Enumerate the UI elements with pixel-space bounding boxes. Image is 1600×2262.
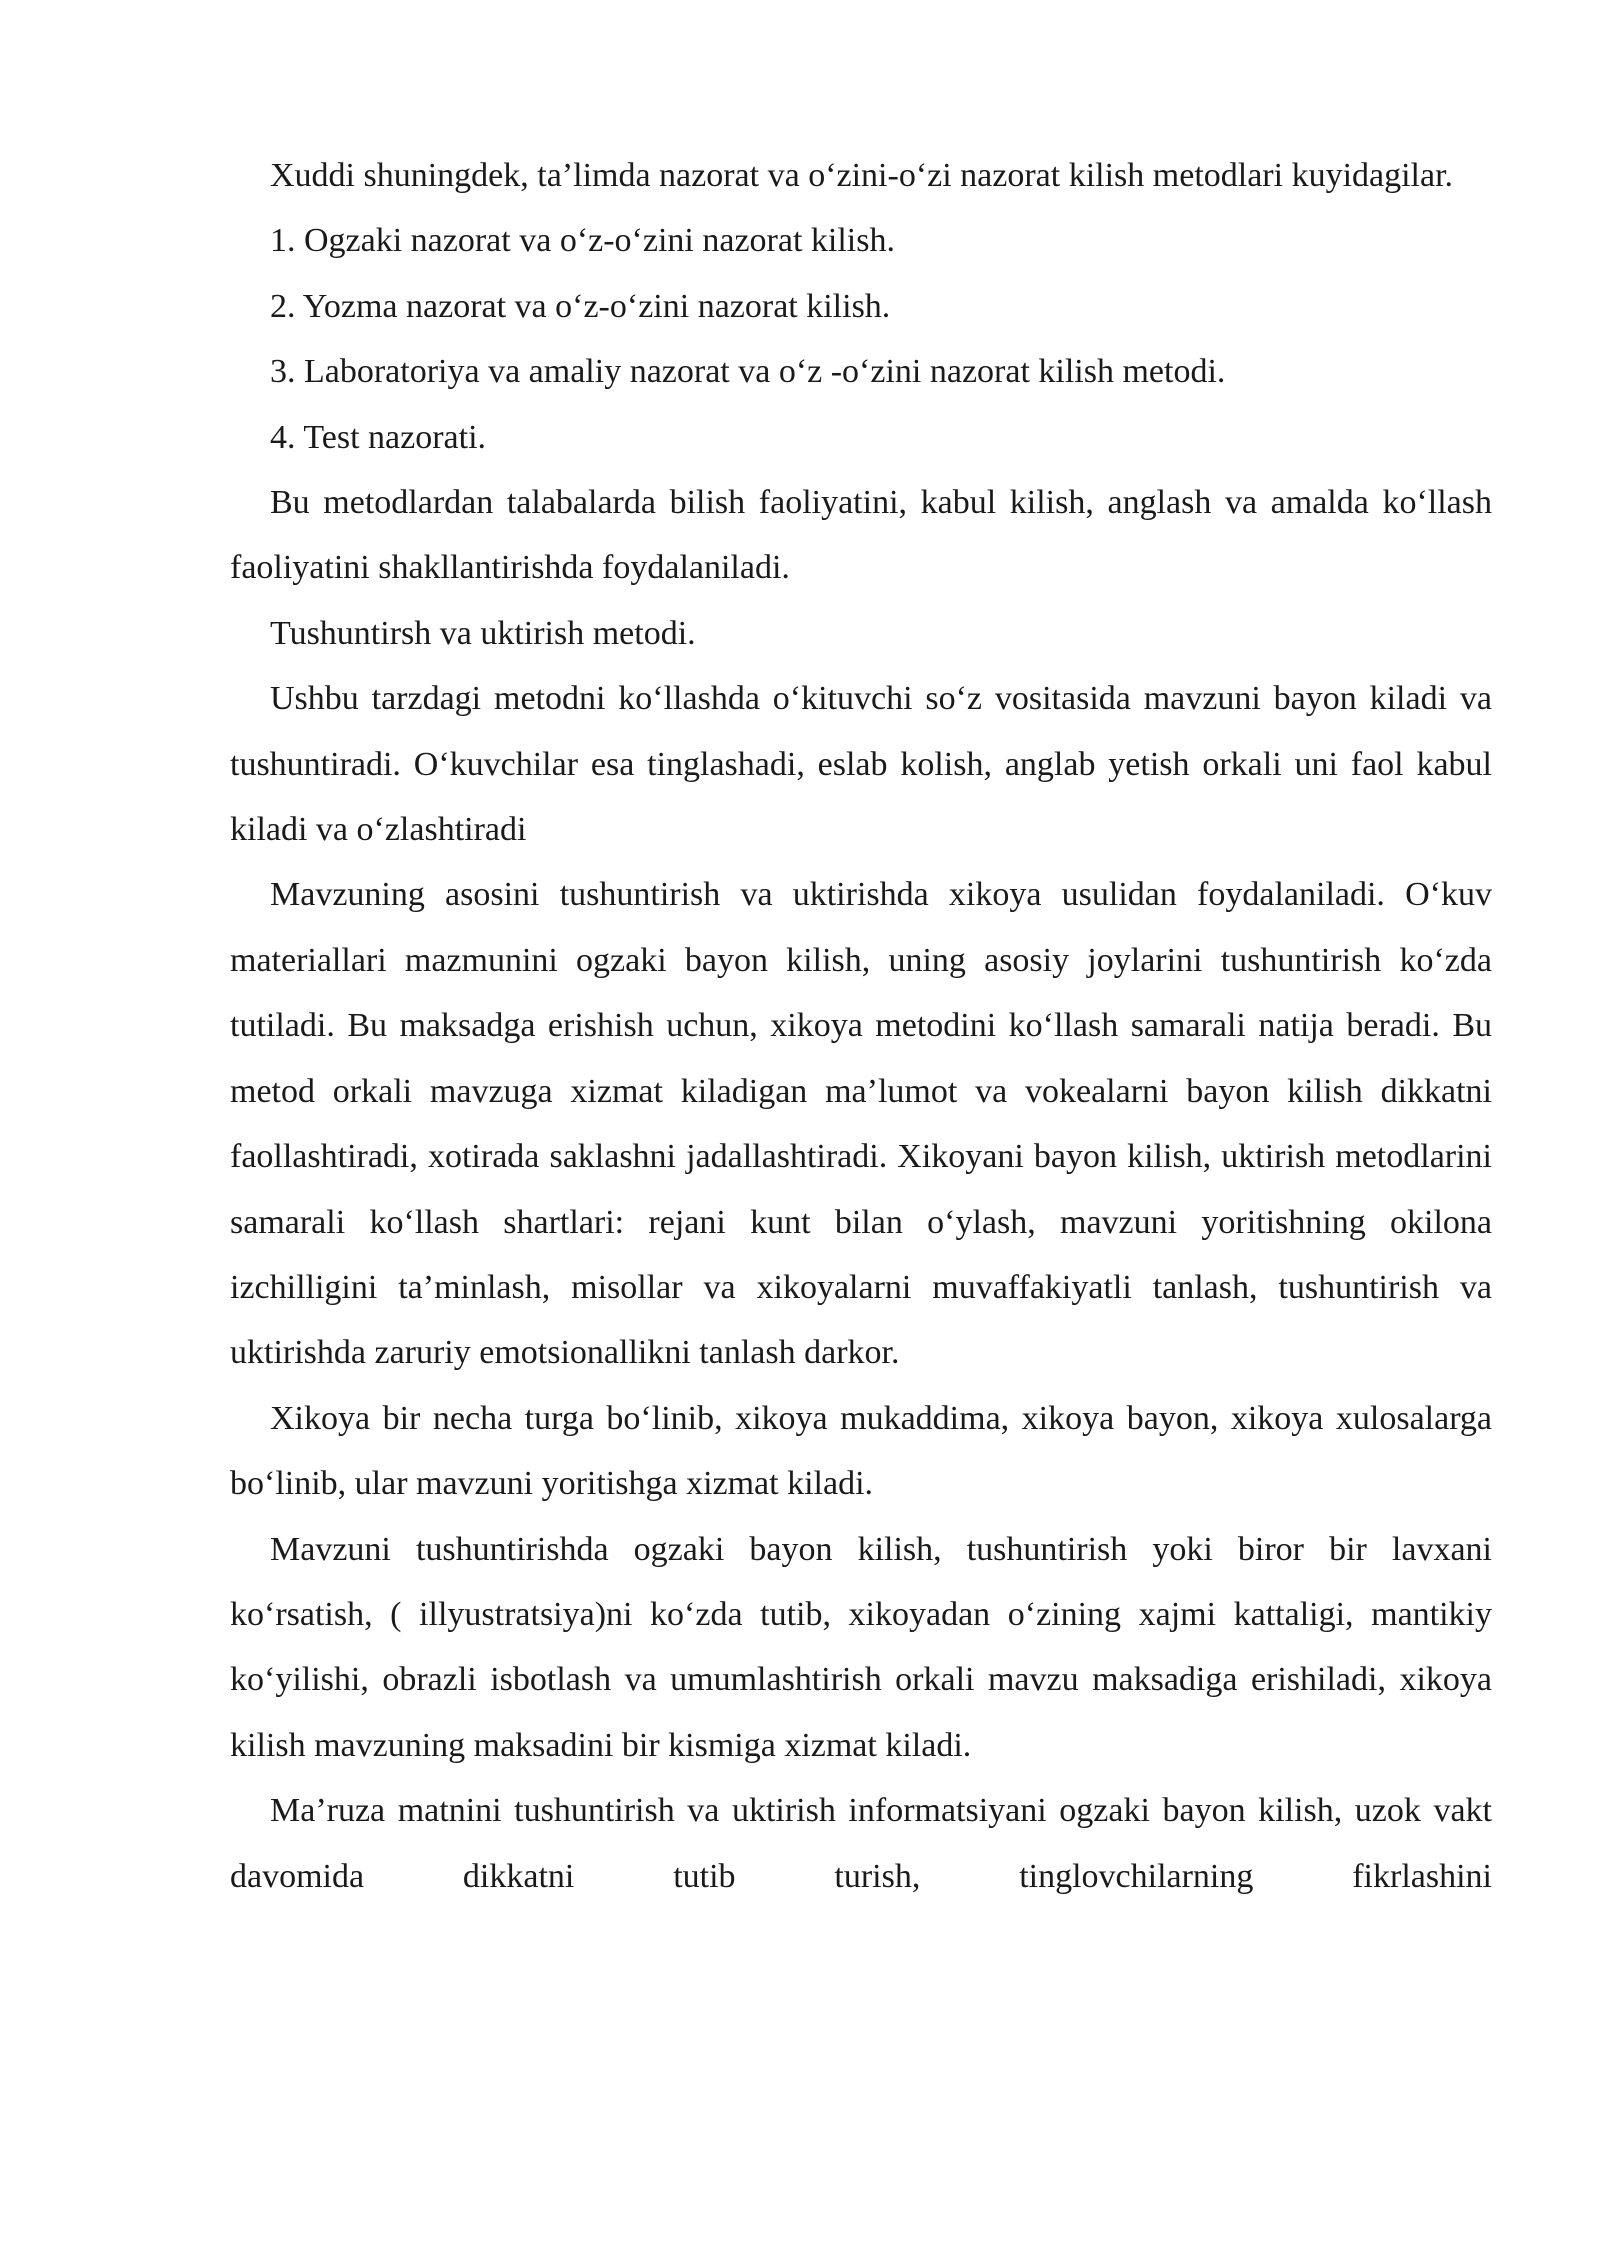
list-item-1: 1. Ogzaki nazorat va o‘z-o‘zini nazorat kilish. [270, 222, 895, 260]
paragraph-method-description: Ushbu tarzdagi metodni ko‘llashda o‘kituvchi so‘z vositasida mavzuni bayon kiladi va tushuntiradi. O‘kuvchilar esa tinglashadi, eslab kolish, anglab yetish orkali uni faol kabul kiladi va o‘zlashtiradi [230, 680, 1492, 849]
paragraph-methods-usage: Bu metodlardan talabalarda bilish faoliyatini, kabul kilish, anglash va amalda ko‘llash faoliyatini shakllantirishda foydalaniladi. [230, 484, 1492, 587]
list-item-4: 4. Test nazorati. [270, 418, 487, 456]
paragraph-intro: Xuddi shuningdek, ta’limda nazorat va o‘zini-o‘zi nazorat kilish metodlari kuyidagilar. [270, 157, 1454, 194]
paragraph-heading-explanation-method: Tushuntirsh va uktirish metodi. [270, 614, 696, 652]
paragraph-lecture-text: Ma’ruza matnini tushuntirish va uktirish informatsiyani ogzaki bayon kilish, uzok vakt davomida dikkatni tutib turish, tinglovchilarning fikrlashini [230, 1792, 1492, 1895]
list-item-3: 3. Laboratoriya va amaliy nazorat va o‘z -o‘zini nazorat kilish metodi. [270, 353, 1226, 391]
paragraph-story-types: Xikoya bir necha turga bo‘linib, xikoya mukaddima, xikoya bayon, xikoya xulosalarga bo‘linib, ular mavzuni yoritishga xizmat kiladi. [230, 1399, 1492, 1503]
document-body [230, 143, 1492, 1909]
paragraph-topic-explanation: Mavzuni tushuntirishda ogzaki bayon kilish, tushuntirish yoki biror bir lavxani ko‘rsatish, ( illyustratsiya)ni ko‘zda tutib, xikoyadan o‘zining xajmi kattaligi, mantikiy ko‘yilishi, obrazli isbotlash va umumlashtirish orkali mavzu maksadiga erishiladi, xikoya kilish mavzuning maksadini bir kismiga xizmat kiladi. [230, 1530, 1492, 1764]
list-item-2: 2. Yozma nazorat va o‘z-o‘zini nazorat kilish. [270, 287, 891, 325]
paragraph-story-method: Mavzuning asosini tushuntirish va uktirishda xikoya usulidan foydalaniladi. O‘kuv materiallari mazmunini ogzaki bayon kilish, uning asosiy joylarini tushuntirish ko‘zda tutiladi. Bu maksadga erishish uchun, xikoya metodini ko‘llash samarali natija beradi. Bu metod orkali mavzuga xizmat kiladigan ma’lumot va vokealarni bayon kilish dikkatni faollashtiradi, xotirada saklashni jadallashtiradi. Xikoyani bayon kilish, uktirish metodlarini samarali ko‘llash shartlari: rejani kunt bilan o‘ylash, mavzuni yoritishning okilona izchilligini ta’minlash, misollar va xikoyalarni muvaffakiyatli tanlash, tushuntirish va uktirishda zaruriy emotsionallikni tanlash darkor. [230, 876, 1492, 1372]
